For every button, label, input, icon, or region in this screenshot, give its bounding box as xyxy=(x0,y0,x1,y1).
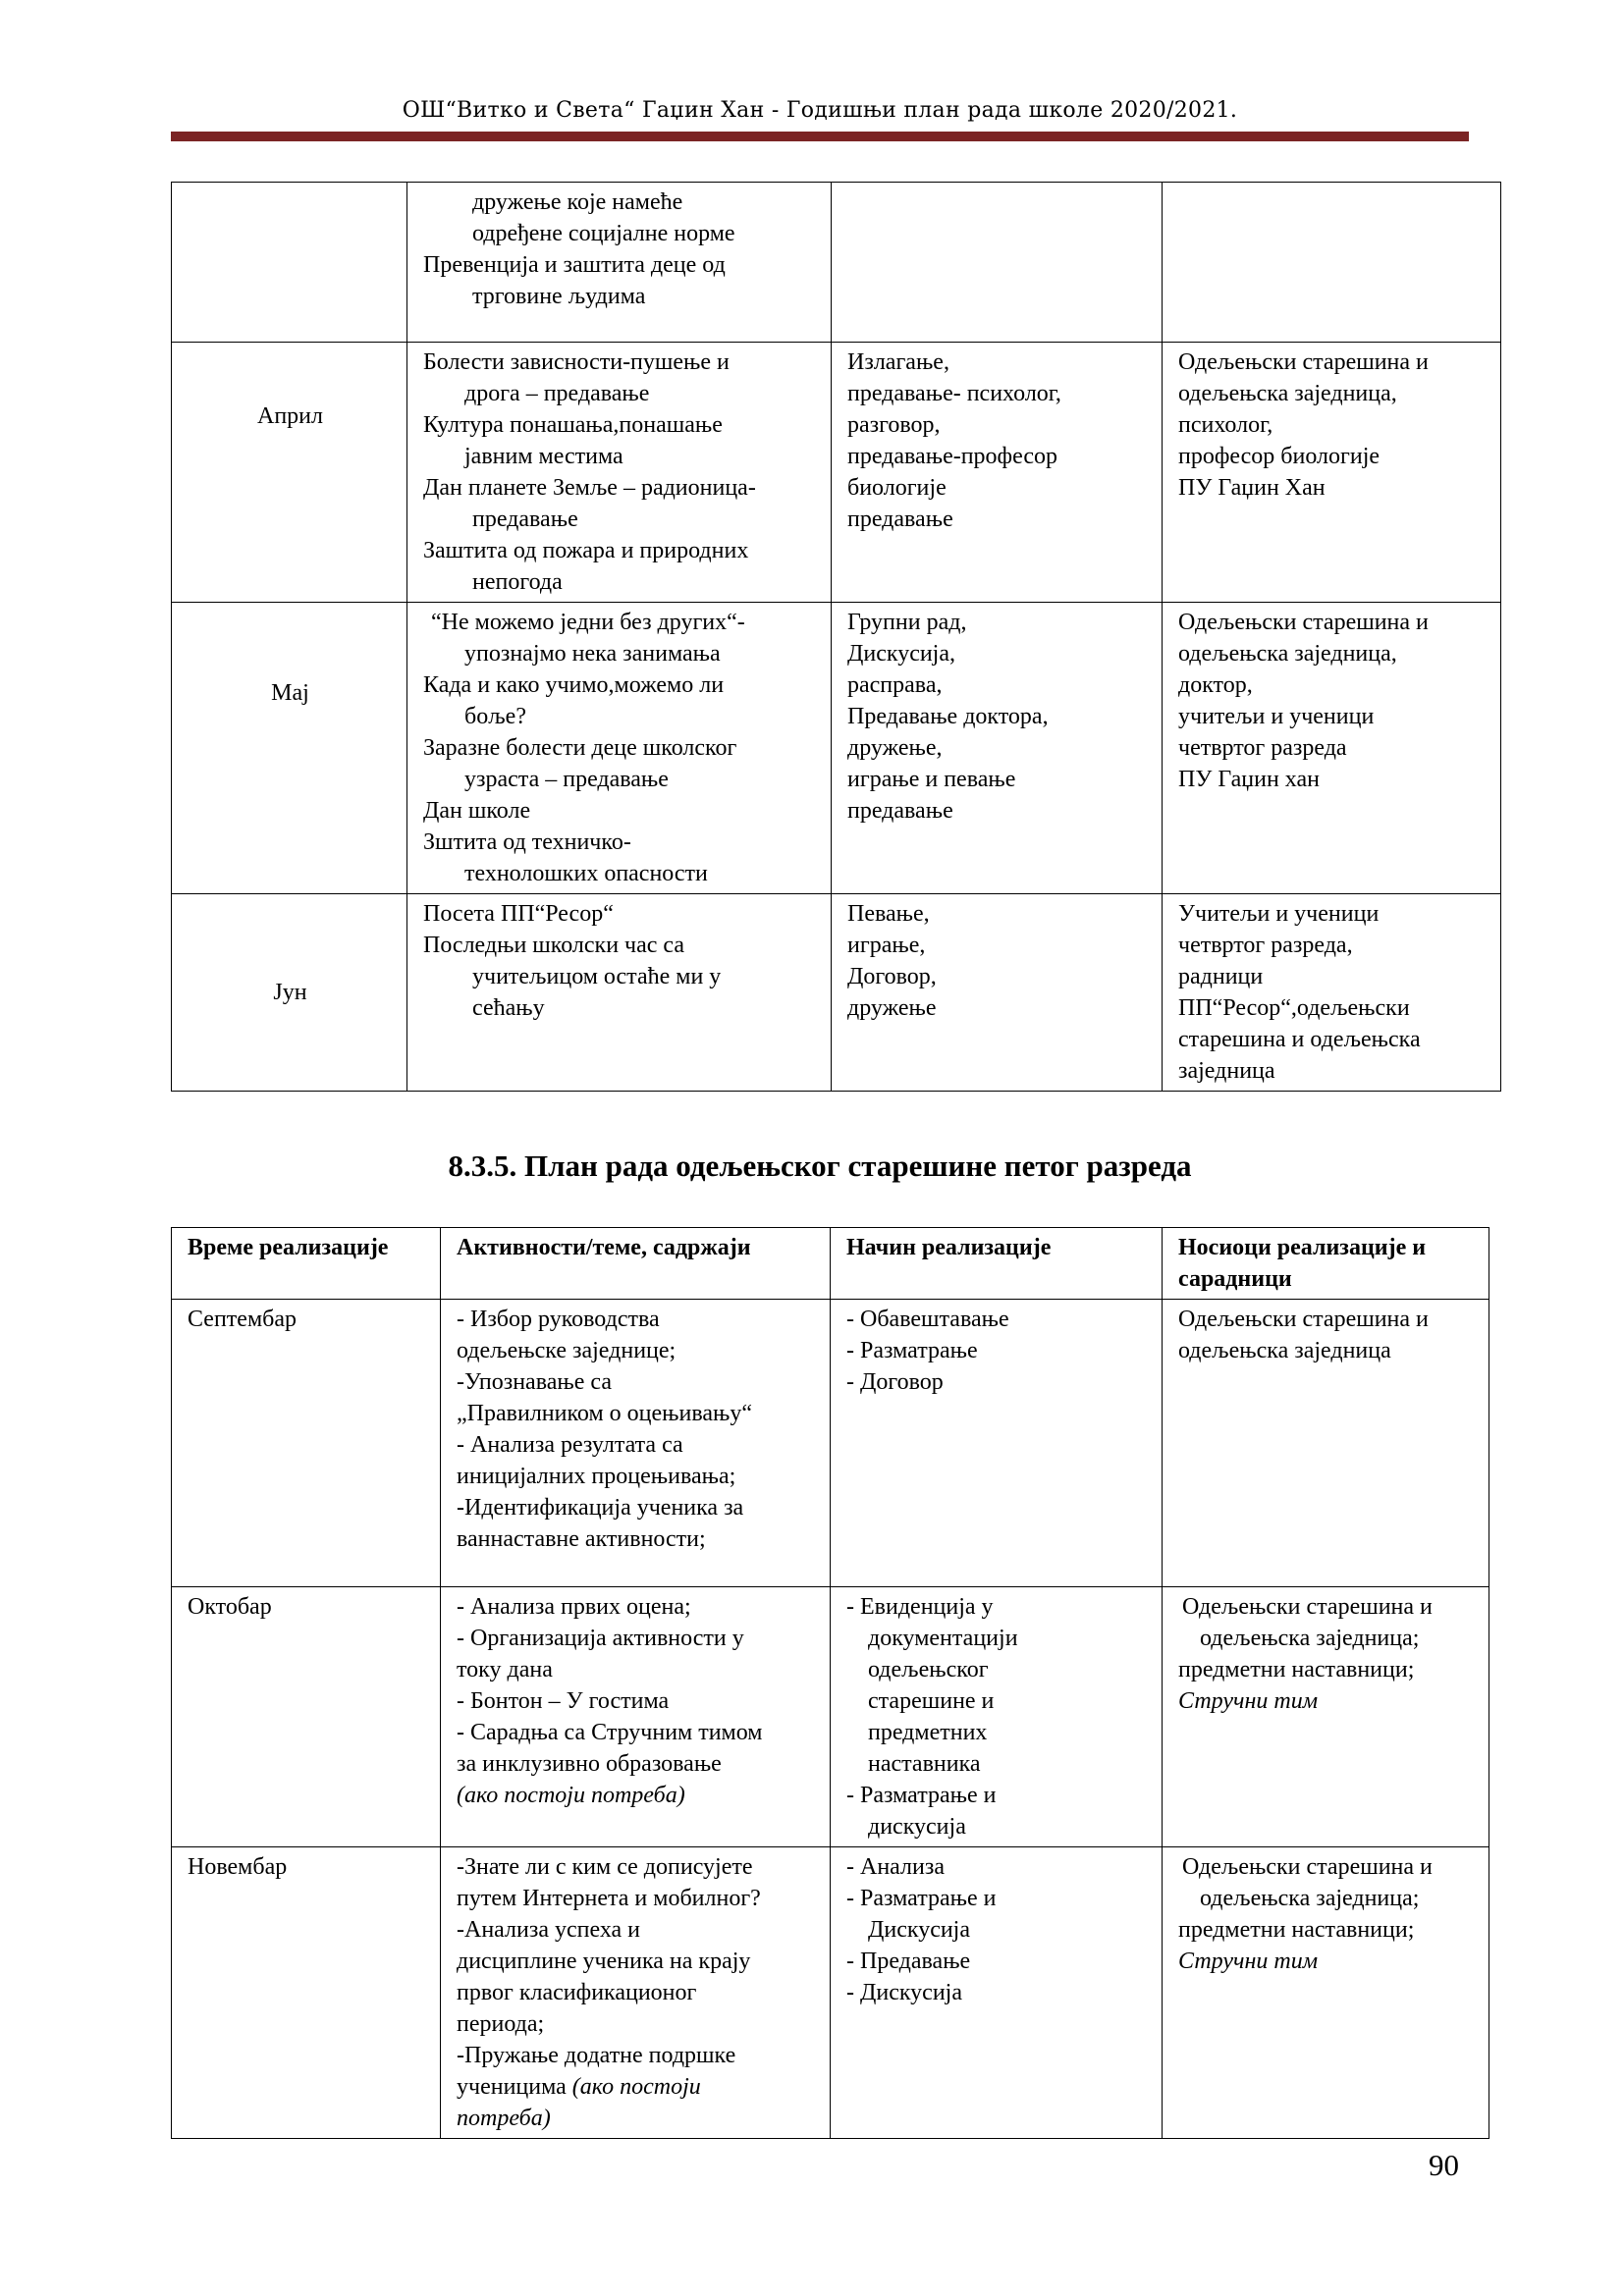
table-row xyxy=(172,894,1501,1092)
column-header-time: Време реализације xyxy=(172,1228,441,1300)
activities-cell: -Знате ли с ким се дописујете путем Интернета и мобилног? -Анализа успеха и дисциплине ученика на крају првог класификационог периода; -Пружање додатне подршке ученицима (ако постоји потреба) xyxy=(441,1847,831,2139)
column-header-activities: Активности/теме, садржаји xyxy=(441,1228,831,1300)
table-row xyxy=(172,1587,1489,1847)
column-header-methods: Начин реализације xyxy=(831,1228,1163,1300)
section-title: 8.3.5. План рада одељењског старешине петог разреда xyxy=(448,1148,1192,1183)
carriers-cell: Одељењски старешина и одељењска заједница; предметни наставници; Стручни тим xyxy=(1163,1587,1489,1847)
methods-cell xyxy=(832,183,1163,343)
month-cell xyxy=(172,183,407,343)
month-cell: Мај xyxy=(172,603,407,894)
methods-cell: - Обавештавање - Разматрање - Договор xyxy=(831,1300,1163,1587)
header-divider xyxy=(171,132,1469,141)
month-cell: Октобар xyxy=(172,1587,441,1847)
month-cell: Април xyxy=(172,343,407,603)
table-row xyxy=(172,183,1501,343)
carriers-cell: Учитељи и ученици четвртог разреда, радници ПП“Ресор“,одељењски старешина и одељењска заједница xyxy=(1163,894,1501,1092)
methods-cell: Излагање, предавање- психолог, разговор, предавање-професор биологије предавање xyxy=(832,343,1163,603)
table-row xyxy=(172,343,1501,603)
table-row xyxy=(172,603,1501,894)
plan-table-fifth-grade xyxy=(171,1227,1489,2139)
methods-cell: - Евиденција у документацији одељењског старешине и предметних наставника - Разматрање и дискусија xyxy=(831,1587,1163,1847)
column-header-carriers: Носиоци реализације и сарадници xyxy=(1163,1228,1489,1300)
activities-cell: - Анализа првих оцена; - Организација активности у току дана - Бонтон – У гостима - Сарадња са Стручним тимом за инклузивно образовање (ако постоји потреба) xyxy=(441,1587,831,1847)
carriers-cell: Одељењски старешина и одељењска заједница; предметни наставници; Стручни тим xyxy=(1163,1847,1489,2139)
topics-cell: Болести зависности-пушење и дрога – предавање Култура понашања,понашање јавним местима Дан планете Земље – радионица- предавање Заштита од пожара и природних непогода xyxy=(407,343,832,603)
carriers-cell: Одељењски старешина и одељењска заједница, психолог, професор биологије ПУ Гаџин Хан xyxy=(1163,343,1501,603)
methods-cell: - Анализа - Разматрање и Дискусија - Предавање - Дискусија xyxy=(831,1847,1163,2139)
methods-cell: Групни рад, Дискусија, расправа, Предавање доктора, дружење, играње и певање предавање xyxy=(832,603,1163,894)
month-cell: Новембар xyxy=(172,1847,441,2139)
carriers-cell: Одељењски старешина и одељењска заједница xyxy=(1163,1300,1489,1587)
activities-cell: - Избор руководства одељењске заједнице; -Упознавање са „Правилником о оцењивању“ - Анализа резултата са иницијалних процењивања; -Идентификација ученика за ваннаставне активности; xyxy=(441,1300,831,1587)
table-header-row xyxy=(172,1228,1489,1300)
month-cell: Јун xyxy=(172,894,407,1092)
carriers-cell xyxy=(1163,183,1501,343)
page-header: ОШ“Витко и Света“ Гаџин Хан - Годишњи план рада школе 2020/2021. xyxy=(402,98,1238,123)
page-number: 90 xyxy=(1429,2148,1459,2182)
carriers-cell: Одељењски старешина и одељењска заједница, доктор, учитељи и ученици четвртог разреда ПУ Гаџин хан xyxy=(1163,603,1501,894)
table-row xyxy=(172,1847,1489,2139)
month-cell: Септембар xyxy=(172,1300,441,1587)
topics-cell: “Не можемо једни без других“- упознајмо нека занимања Када и како учимо,можемо ли боље? Заразне болести деце школског узраста – предавање Дан школе Зштита од техничко- технолошких опасности xyxy=(407,603,832,894)
methods-cell: Певање, играње, Договор, дружење xyxy=(832,894,1163,1092)
table-row xyxy=(172,1300,1489,1587)
topics-cell: Посета ПП“Ресор“ Последњи школски час са учитељицом остаће ми у сећању xyxy=(407,894,832,1092)
plan-table-fourth-grade xyxy=(171,182,1501,1092)
topics-cell: дружење које намеће одређене социјалне норме Превенција и заштита деце од трговине људима xyxy=(407,183,832,343)
